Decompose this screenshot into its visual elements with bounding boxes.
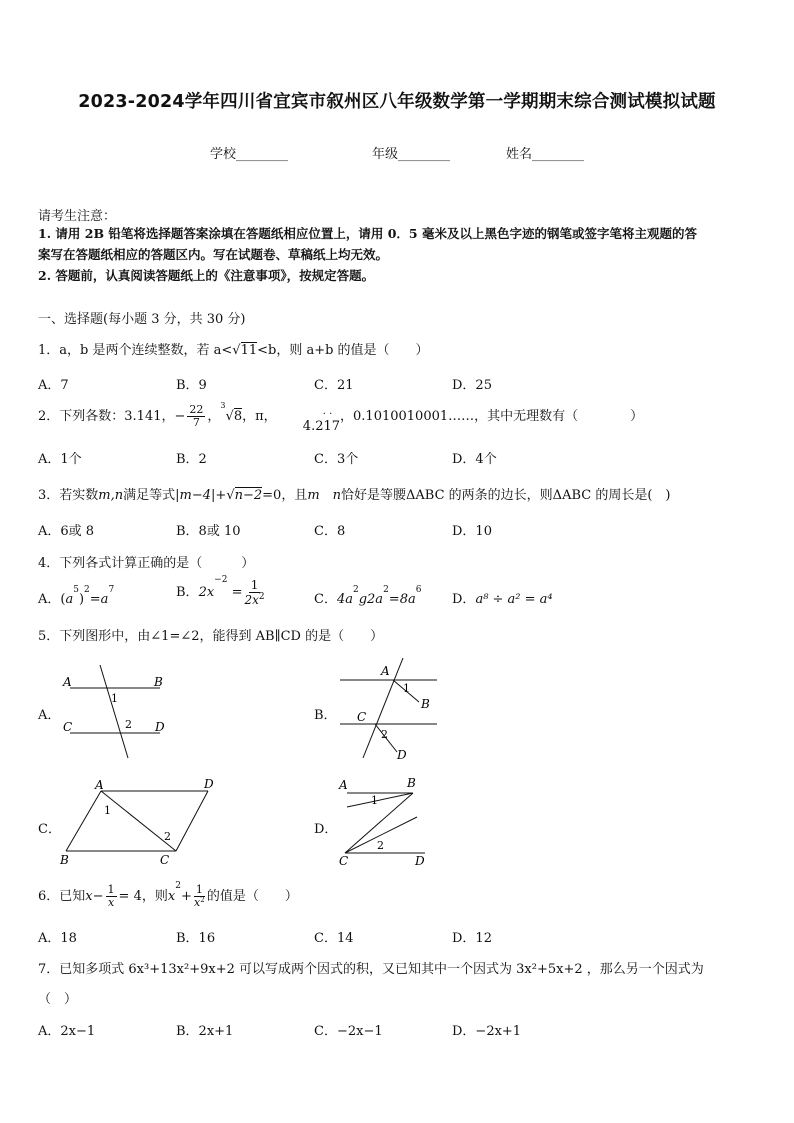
question-text: 0.1010010001……，其中无理数有（ ） [353, 409, 644, 424]
question-text: 已知 [59, 889, 86, 904]
question-text: 下列各数：3.141， [59, 409, 175, 424]
svg-text:D: D [204, 777, 214, 791]
question-text: 若实数 [59, 488, 99, 503]
svg-text:B: B [407, 776, 416, 790]
q7-option-b[interactable]: B．2x+1 [176, 1024, 234, 1039]
sqrt-icon: √ [232, 343, 241, 358]
radicand: 8 [233, 409, 243, 424]
q7-option-d[interactable]: D．−2x+1 [452, 1024, 522, 1039]
question-4 [38, 552, 254, 571]
q6-option-a[interactable]: A．18 [38, 931, 77, 946]
question-text: 满足等式 [123, 488, 176, 503]
q3-option-c[interactable]: C．8 [314, 524, 346, 539]
q7-option-a[interactable]: A．2x−1 [38, 1024, 96, 1039]
svg-text:C: C [357, 710, 367, 724]
variables: m n [307, 488, 342, 503]
svg-text:2: 2 [381, 728, 388, 741]
question-3 [38, 484, 670, 503]
variables: m,n [98, 488, 124, 503]
root-index: 3 [220, 401, 226, 410]
question-number: 6． [38, 889, 60, 904]
question-number: 5． [38, 629, 60, 644]
question-5 [38, 625, 383, 644]
q3-option-b[interactable]: B．8或 10 [176, 524, 241, 539]
question-number: 2． [38, 409, 60, 424]
question-number: 1． [38, 343, 60, 358]
q2-option-c[interactable]: C．3个 [314, 452, 359, 467]
radicand: 11 [240, 343, 258, 358]
svg-text:C: C [339, 854, 349, 868]
svg-text:A: A [339, 778, 348, 792]
grade-field: 年级________ [372, 147, 451, 162]
q2-option-d[interactable]: D．4个 [452, 452, 497, 467]
q4-option-c[interactable]: C．$4a^2g2a^2=8a^6$ [314, 585, 422, 607]
svg-text:1: 1 [111, 692, 118, 705]
notice-line-1a: 1. 请用 2B 铅笔将选择题答案涂填在答题纸相应位置上，请用 0．5 毫米及以上黑色字迹的钢笔或签字笔将主观题的答 [38, 226, 697, 241]
question-text: <b，则 a+b 的值是（ ） [257, 343, 429, 358]
q3-option-a[interactable]: A．6或 8 [38, 524, 95, 539]
figure-d [335, 775, 435, 870]
q4-option-d[interactable]: D．a⁸ ÷ a² = a⁴ [452, 592, 553, 607]
sqrt-icon: √ [226, 488, 235, 503]
figure-c [58, 775, 218, 870]
svg-text:C: C [160, 853, 170, 867]
q6-option-b[interactable]: B．16 [176, 931, 216, 946]
school-field: 学校________ [210, 147, 289, 162]
question-text: ，则 [141, 889, 168, 904]
svg-text:D: D [155, 720, 165, 734]
name-field: 姓名________ [506, 147, 585, 162]
notice-heading: 请考生注意： [38, 209, 117, 224]
svg-text:A: A [95, 778, 104, 792]
svg-text:D: D [397, 748, 407, 762]
svg-text:B: B [154, 675, 163, 689]
svg-text:1: 1 [104, 804, 111, 817]
question-7 [38, 958, 704, 977]
page-title: 2023-2024学年四川省宜宾市叙州区八年级数学第一学期期末综合测试模拟试题 [78, 92, 716, 112]
svg-text:A: A [63, 675, 72, 689]
q1-option-c[interactable]: C．21 [314, 378, 354, 393]
question-number: 4． [38, 556, 60, 571]
repeating-decimal: · · 4.217 [302, 409, 341, 434]
question-text: 的值是（ ） [206, 889, 298, 904]
question-number: 3． [38, 488, 60, 503]
svg-text:A: A [381, 664, 390, 678]
q6-option-d[interactable]: D．12 [452, 931, 492, 946]
question-text: 恰好是等腰ΔABC 的两条的边长，则ΔABC 的周长是( ) [341, 488, 671, 503]
pi-symbol: π， [255, 409, 277, 424]
question-text: 已知多项式 6x³+13x²+9x+2 可以写成两个因式的积，又已知其中一个因式为 3x²+5x+2 ，那么另一个因式为 [59, 962, 704, 977]
notice-line-2: 2. 答题前，认真阅读答题纸上的《注意事项》，按规定答题。 [38, 268, 375, 283]
svg-text:1: 1 [403, 682, 410, 695]
q1-option-b[interactable]: B．9 [176, 378, 207, 393]
question-text: 下列各式计算正确的是（ ） [59, 556, 255, 571]
svg-text:2: 2 [377, 839, 384, 852]
q5-option-d[interactable]: D． [314, 822, 338, 837]
q6-option-c[interactable]: C．14 [314, 931, 354, 946]
radicand: n−2 [234, 488, 263, 503]
question-1 [38, 339, 429, 358]
answer-blank: （ ） [38, 992, 78, 1007]
question-text: 下列图形中，由∠1=∠2，能得到 AB∥CD 的是（ ） [59, 629, 384, 644]
figure-a [55, 660, 185, 760]
q5-option-c[interactable]: C． [38, 822, 61, 837]
equation: =0，且 [262, 488, 308, 503]
notice-line-1b: 案写在答题纸相应的答题区内。写在试题卷、草稿纸上均无效。 [38, 247, 389, 262]
svg-text:D: D [415, 854, 425, 868]
svg-text:B: B [421, 697, 430, 711]
q2-option-a[interactable]: A．1个 [38, 452, 82, 467]
question-number: 7． [38, 962, 60, 977]
svg-text:1: 1 [371, 794, 378, 807]
q1-option-d[interactable]: D．25 [452, 378, 492, 393]
equation: |m−4|+ [175, 488, 227, 503]
q5-option-b[interactable]: B． [314, 708, 337, 723]
svg-text:2: 2 [125, 718, 132, 731]
question-6: 6．已知x− $\frac{1}{x}$ = 4，则$x^2+$ $\frac{1}{x^2}$ 的值是（ ） [38, 881, 298, 909]
svg-text:C: C [63, 720, 73, 734]
section-heading: 一、选择题(每小题 3 分，共 30 分) [38, 312, 246, 327]
question-text: a，b 是两个连续整数，若 a< [59, 343, 233, 358]
q3-option-d[interactable]: D．10 [452, 524, 492, 539]
question-2: 2．下列各数：3.141，− $\frac{22}{7}$ ，$^3$√8，π， · · 4.217，0.1010010001……，其中无理数有（ ） [38, 401, 644, 434]
sqrt-icon: √ [225, 409, 234, 424]
q5-option-a[interactable]: A． [38, 708, 61, 723]
q2-option-b[interactable]: B．2 [176, 452, 207, 467]
q4-option-b[interactable]: B．$2x^{-2}$ = $\frac{1}{2x^2}$ [176, 575, 265, 607]
q4-option-a[interactable]: A．$(a^5)^2=a^7$ [38, 585, 115, 607]
svg-text:2: 2 [164, 830, 171, 843]
q7-option-c[interactable]: C．−2x−1 [314, 1024, 383, 1039]
figure-b [335, 658, 445, 764]
svg-text:B: B [60, 853, 69, 867]
fraction: $\frac{22}{7}$ [189, 403, 204, 429]
q1-option-a[interactable]: A．7 [38, 378, 69, 393]
